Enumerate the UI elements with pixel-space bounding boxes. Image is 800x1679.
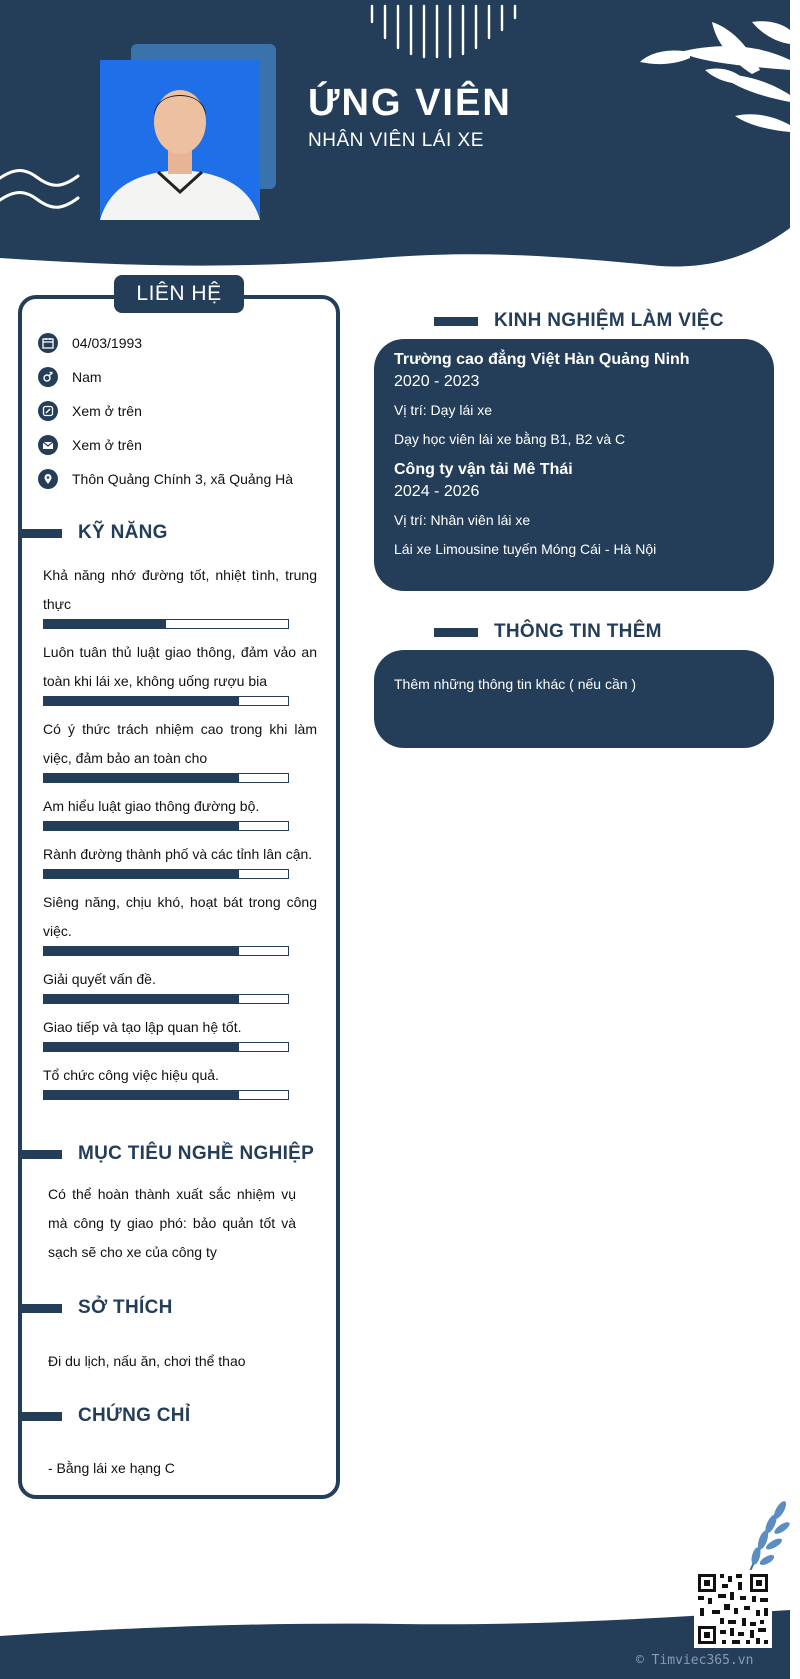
phone-icon [38, 401, 58, 421]
hobbies-heading: SỞ THÍCH [18, 1297, 173, 1319]
location-icon [38, 469, 58, 489]
job-item: Trường cao đẳng Việt Hàn Quảng Ninh 2020 - 2023 Vị trí: Dạy lái xe Dạy học viên lái xe bằng B1, B2 và C [394, 351, 690, 447]
hobbies-text: Đi du lịch, nấu ăn, chơi thể thao [48, 1353, 246, 1369]
objective-text: Có thể hoàn thành xuất sắc nhiệm vụ mà công ty giao phó: bảo quản tốt và sạch sẽ cho xe của công ty [48, 1186, 296, 1260]
skill-level-bar [43, 696, 289, 706]
gender-icon [38, 367, 58, 387]
skill-item: Khả năng nhớ đường tốt, nhiệt tình, trung thực [43, 561, 317, 629]
contact-email: Xem ở trên [38, 428, 328, 462]
skill-item: Giao tiếp và tạo lập quan hệ tốt. [43, 1013, 317, 1052]
contact-gender: Nam [38, 360, 328, 394]
contact-label: LIÊN HỆ [114, 275, 244, 313]
skills-heading: KỸ NĂNG [18, 522, 168, 544]
contact-phone: Xem ở trên [38, 394, 328, 428]
additional-heading: THÔNG TIN THÊM [434, 621, 662, 643]
skill-item: Luôn tuân thủ luật giao thông, đảm vảo an toàn khi lái xe, không uống rượu bia [43, 638, 317, 706]
skill-level-bar [43, 994, 289, 1004]
contact-address: Thôn Quảng Chính 3, xã Quảng Hà [38, 462, 328, 496]
copyright-text: © Timviec365.vn [636, 1653, 754, 1668]
skill-item: Tổ chức công việc hiệu quả. [43, 1061, 317, 1100]
certificates-text: - Bằng lái xe hạng C [48, 1460, 175, 1476]
skill-item: Siêng năng, chịu khó, hoạt bát trong công việc. [43, 888, 317, 956]
skills-list [43, 561, 317, 1109]
skill-level-bar [43, 821, 289, 831]
objective-heading: MỤC TIÊU NGHỀ NGHIỆP [18, 1143, 314, 1165]
qr-code [694, 1570, 772, 1648]
additional-text: Thêm những thông tin khác ( nếu cần ) [394, 676, 637, 692]
skill-level-bar [43, 1090, 289, 1100]
contact-list [38, 326, 328, 496]
skill-level-bar [43, 773, 289, 783]
skill-level-bar [43, 869, 289, 879]
contact-birthday: 04/03/1993 [38, 326, 328, 360]
experience-box [374, 339, 774, 591]
qr-code-icon [694, 1570, 772, 1648]
skill-item: Có ý thức trách nhiệm cao trong khi làm việc, đảm bảo an toàn cho [43, 715, 317, 783]
job-item: Công ty vận tải Mê Thái 2024 - 2026 Vị trí: Nhân viên lái xe Lái xe Limousine tuyến Móng Cái - Hà Nội [394, 461, 657, 557]
skill-level-bar [43, 1042, 289, 1052]
skill-level-bar [43, 946, 289, 956]
calendar-icon [38, 333, 58, 353]
avatar-illustration [100, 60, 260, 220]
skill-level-bar [43, 619, 289, 629]
skill-item: Am hiểu luật giao thông đường bộ. [43, 792, 317, 831]
skill-item: Rành đường thành phố và các tỉnh lân cận. [43, 840, 317, 879]
header-banner [0, 0, 790, 272]
skill-item: Giải quyết vấn đề. [43, 965, 317, 1004]
additional-box [374, 650, 774, 748]
experience-heading: KINH NGHIỆM LÀM VIỆC [434, 310, 724, 332]
candidate-name: ỨNG VIÊN [308, 82, 512, 124]
candidate-title: NHÂN VIÊN LÁI XE [308, 130, 484, 151]
certificates-heading: CHỨNG CHỈ [18, 1405, 190, 1427]
branch-decoration [740, 1498, 790, 1578]
avatar [100, 60, 260, 220]
email-icon [38, 435, 58, 455]
